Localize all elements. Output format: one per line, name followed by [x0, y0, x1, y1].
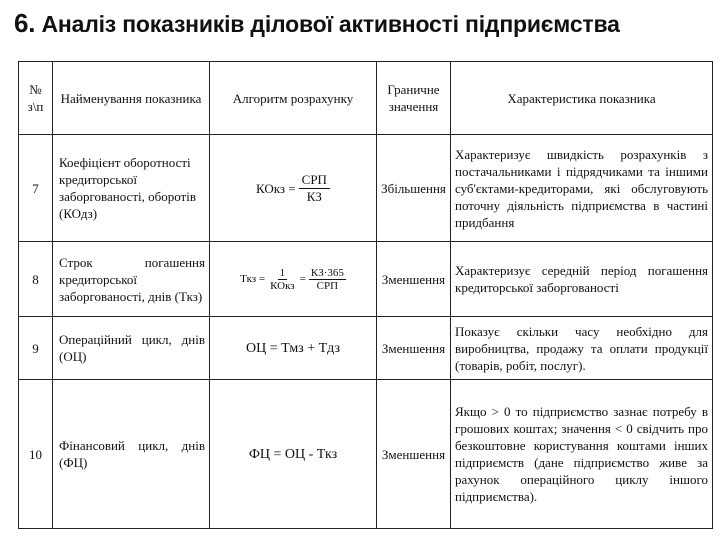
table-row: [19, 135, 713, 242]
header-desc: Характеристика показника: [451, 62, 713, 135]
formula-numerator: 1: [279, 266, 286, 279]
row-num: 7: [19, 135, 53, 242]
row-limit: Зменшення: [377, 317, 451, 380]
indicators-table: [18, 61, 713, 529]
row-name: Операційний цикл, днів (ОЦ): [53, 317, 210, 380]
table-row: [19, 380, 713, 529]
row-limit: Зменшення: [377, 242, 451, 317]
formula-lhs: Ткз =: [240, 272, 266, 285]
title-number: 6.: [14, 8, 36, 38]
page-title: [14, 8, 714, 48]
header-name: Найменування показника: [53, 62, 210, 135]
formula-equals: =: [299, 272, 306, 285]
table-row: [19, 317, 713, 380]
formula-denominator: КЗ: [306, 188, 322, 204]
formula-denominator: КОкз: [270, 279, 295, 292]
row-desc: Показує скільки часу необхідно для виробництва, продажу та оплати продукції (товарів, робіт, послуг).: [451, 317, 713, 380]
row-name: Коефіцієнт оборотності кредиторської заборгованості, оборотів (КОдз): [53, 135, 210, 242]
header-algo: Алгоритм розрахунку: [210, 62, 377, 135]
title-text: Аналіз показників ділової активності підприємства: [41, 11, 620, 37]
formula-tkz: [240, 267, 346, 292]
row-num: 9: [19, 317, 53, 380]
row-formula: [210, 242, 377, 317]
table-row: [19, 242, 713, 317]
header-num: № з\п: [19, 62, 53, 135]
row-formula: ФЦ = ОЦ - Ткз: [210, 380, 377, 529]
row-name: Строк погашення кредиторської заборгованості, днів (Ткз): [53, 242, 210, 317]
formula-numerator: СРП: [299, 172, 330, 189]
formula-denominator: СРП: [316, 279, 339, 292]
row-desc: Характеризує швидкість розрахунків з постачальниками і підрядчиками та іншими суб'єктами-кредиторами, які обслуговують поточну діяльність підприємства в частині придбання: [451, 135, 713, 242]
row-name: Фінансовий цикл, днів (ФЦ): [53, 380, 210, 529]
row-desc: Якщо > 0 то підприємство зазнає потребу в грошових коштах; значення < 0 свідчить про безкоштовне користування коштами інших підприємств (дане підприємство живе за рахунок операційного циклу іншого підприємства).: [451, 380, 713, 529]
formula-kokz: [256, 172, 330, 205]
row-formula: [210, 135, 377, 242]
formula-lhs: КОкз =: [256, 180, 296, 196]
formula-numerator: КЗ·365: [310, 266, 344, 279]
row-desc: Характеризує середній період погашення кредиторської заборгованості: [451, 242, 713, 317]
row-num: 10: [19, 380, 53, 529]
row-limit: Збільшення: [377, 135, 451, 242]
table-header-row: [19, 62, 713, 135]
header-limit: Граничне значення: [377, 62, 451, 135]
row-num: 8: [19, 242, 53, 317]
row-limit: Зменшення: [377, 380, 451, 529]
row-formula: ОЦ = Тмз + Тдз: [210, 317, 377, 380]
